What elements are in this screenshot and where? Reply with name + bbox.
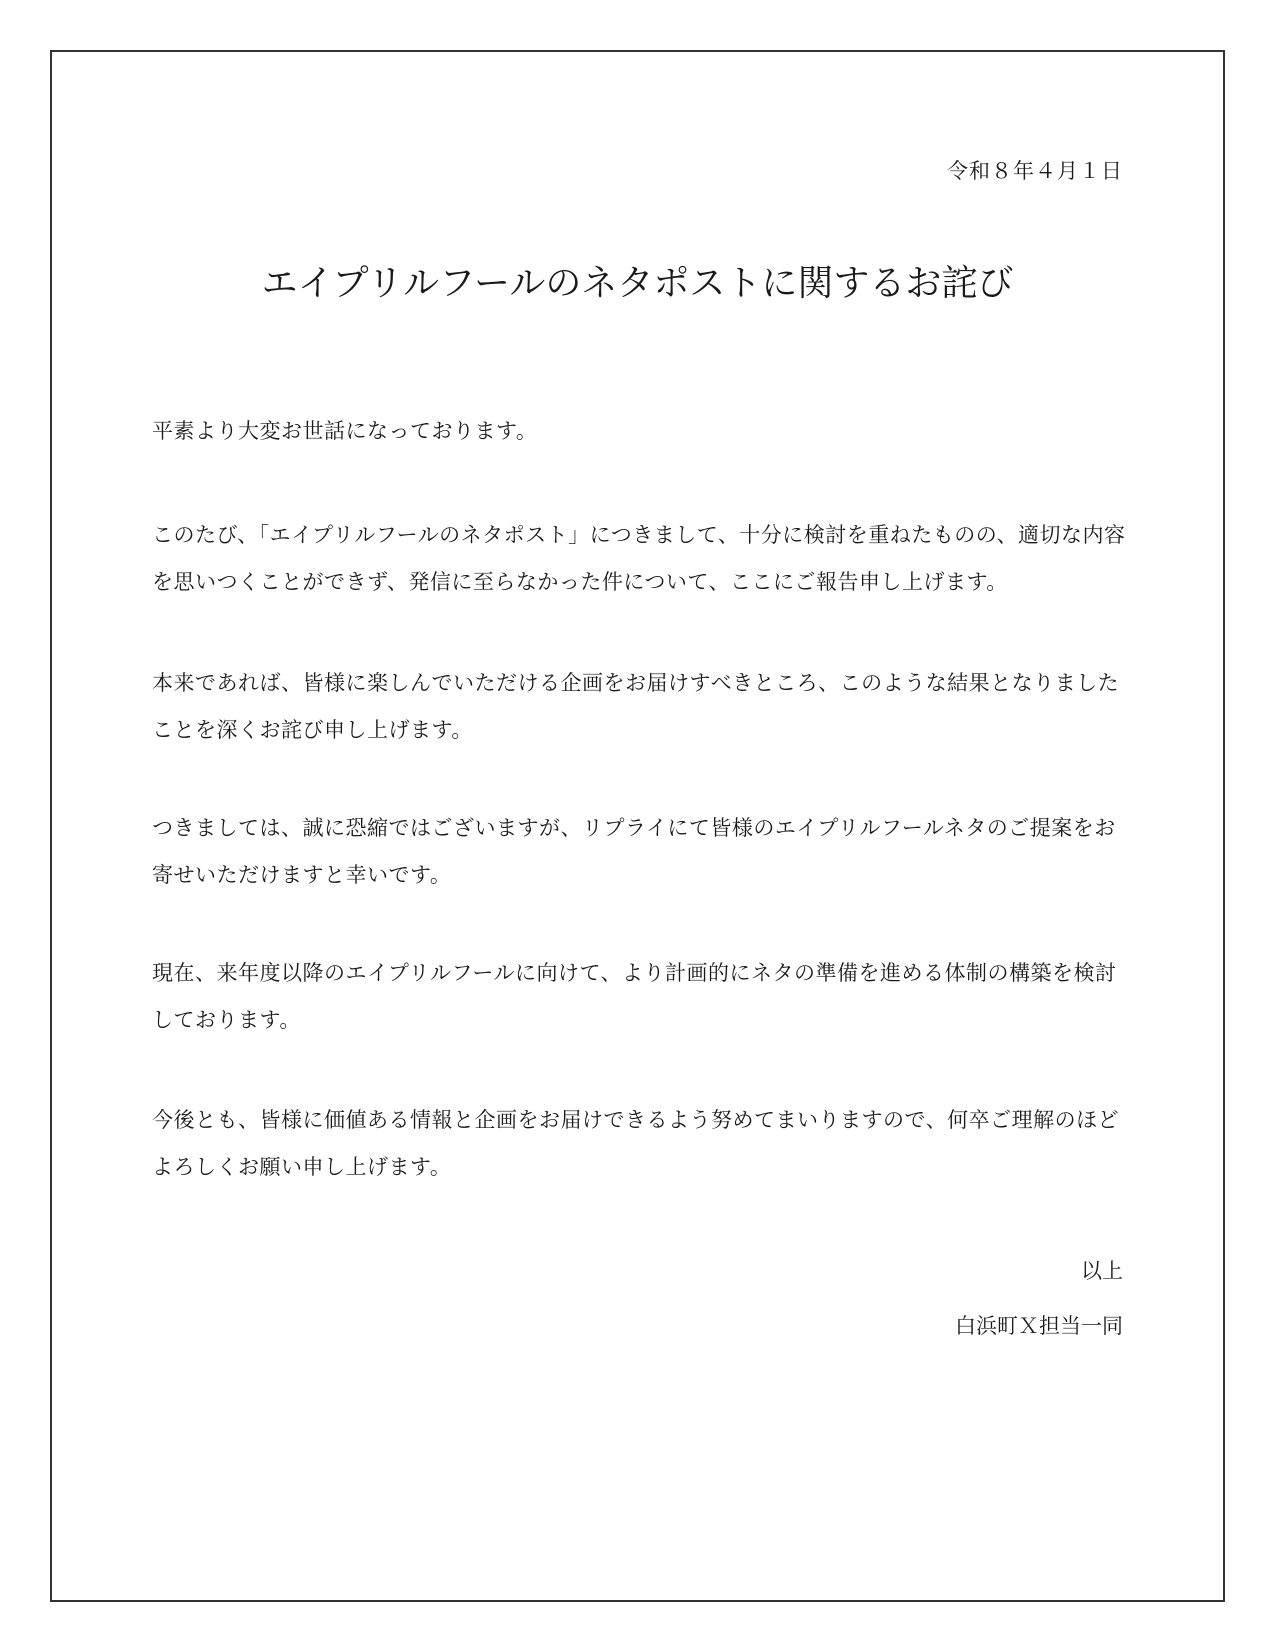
closing-mark: 以上: [1081, 1259, 1123, 1283]
paragraph-apology: 本来であれば、皆様に楽しんでいただける企画をお届けすべきところ、このような結果となりましたことを深くお詫び申し上げます。: [152, 671, 1120, 742]
paragraph-plan: 現在、来年度以降のエイプリルフールに向けて、より計画的にネタの準備を進める体制の構築を検討しております。: [152, 961, 1117, 1032]
paragraph-request: つきましては、誠に恐縮ではございますが、リプライにて皆様のエイプリルフールネタのご提案をお寄せいただけますと幸いです。: [152, 816, 1116, 887]
paragraph-report: このたび、「エイプリルフールのネタポスト」につきまして、十分に検討を重ねたものの、適切な内容を思いつくことができず、発信に至らなかった件について、ここにご報告申し上げます。: [152, 523, 1126, 594]
paragraph-greeting: 平素より大変お世話になっております。: [152, 419, 538, 443]
document-title: エイプリルフールのネタポストに関するお詫び: [261, 263, 1014, 304]
document-date: 令和８年４月１日: [947, 159, 1123, 183]
signature: 白浜町Ｘ担当一同: [955, 1314, 1123, 1338]
paragraph-closing-remarks: 今後とも、皆様に価値ある情報と企画をお届けできるよう努めてまいりますので、何卒ご理解のほどよろしくお願い申し上げます。: [152, 1108, 1120, 1179]
